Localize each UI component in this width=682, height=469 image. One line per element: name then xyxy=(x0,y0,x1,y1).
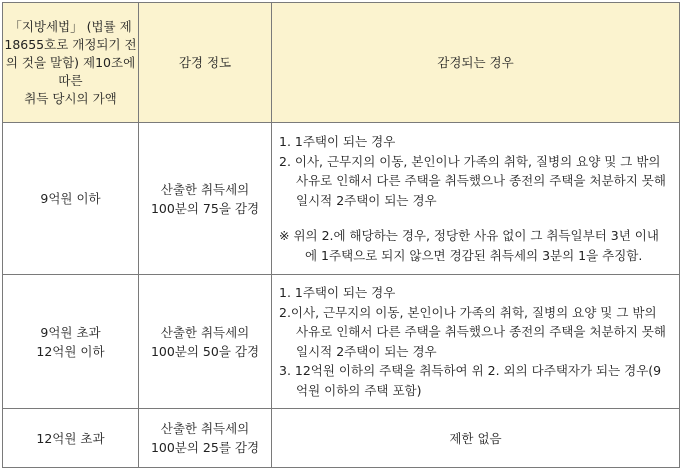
conditions-cell xyxy=(272,123,680,275)
condition-line: 사유로 인해서 다른 주택을 취득했으나 종전의 주택을 처분하지 못해 xyxy=(296,324,666,339)
tax-reduction-table xyxy=(2,2,680,468)
header-reduction-cell: 감경 정도 xyxy=(139,3,272,123)
header-price-line: 취득 당시의 가액 xyxy=(24,90,117,106)
price-line: 9억원 이하 xyxy=(40,191,101,206)
note-line: ※ 위의 2.에 해당하는 경우, 정당한 사유 없이 그 취득일부터 3년 이내 xyxy=(279,228,659,243)
reduction-line: 100분의 50을 감경 xyxy=(150,343,260,359)
spacer xyxy=(279,210,675,226)
header-price-line: 의 것을 말함) 제10조에 xyxy=(5,54,136,70)
table-row xyxy=(3,409,680,468)
condition-line: 3. 12억원 이하의 주택을 취득하여 위 2. 외의 다주택자가 되는 경우(9 xyxy=(279,363,662,378)
reduction-line: 100분의 25를 감경 xyxy=(150,440,260,455)
price-cell xyxy=(3,409,139,468)
condition-line: 1. 1주택이 되는 경우 xyxy=(279,134,396,149)
price-line: 9억원 초과 xyxy=(40,324,101,340)
reduction-cell xyxy=(139,409,272,468)
reduction-line: 산출한 취득세의 xyxy=(160,181,250,197)
condition-line: 일시적 2주택이 되는 경우 xyxy=(296,343,437,359)
condition-line: 1. 1주택이 되는 경우 xyxy=(279,285,396,300)
reduction-line: 산출한 취득세의 xyxy=(160,324,250,340)
table-row xyxy=(3,123,680,275)
note-line: 에 1주택으로 되지 않으면 경감된 취득세의 3분의 1을 추징함. xyxy=(305,247,643,263)
header-price-line: 「지방세법」 (법률 제 xyxy=(9,18,132,34)
reduction-line: 산출한 취득세의 xyxy=(160,421,250,436)
header-price-line: 따른 xyxy=(58,72,83,88)
price-line: 12억원 이하 xyxy=(36,343,105,359)
conditions-cell xyxy=(272,275,680,409)
condition-line: 2.이사, 근무지의 이동, 본인이나 가족의 취학, 질병의 요양 및 그 밖의 xyxy=(279,304,657,320)
condition-line: 사유로 인해서 다른 주택을 취득했으나 종전의 주택을 처분하지 못해 xyxy=(296,173,666,188)
condition-line: 2. 이사, 근무지의 이동, 본인이나 가족의 취학, 질병의 요양 및 그 밖의 xyxy=(279,153,661,169)
reduction-cell xyxy=(139,275,272,409)
header-price-cell xyxy=(3,3,139,123)
table-row xyxy=(3,275,680,409)
header-row xyxy=(3,3,680,123)
reduction-cell xyxy=(139,123,272,275)
header-price-line: 18655호로 개정되기 전 xyxy=(4,36,137,52)
price-cell xyxy=(3,123,139,275)
reduction-line: 100분의 75을 감경 xyxy=(150,200,260,216)
conditions-cell: 제한 없음 xyxy=(272,409,680,468)
price-cell xyxy=(3,275,139,409)
header-conditions-cell: 감경되는 경우 xyxy=(272,3,680,123)
price-line: 12억원 초과 xyxy=(36,430,105,446)
condition-line: 일시적 2주택이 되는 경우 xyxy=(296,192,437,208)
condition-line: 억원 이하의 주택 포함) xyxy=(296,382,422,398)
